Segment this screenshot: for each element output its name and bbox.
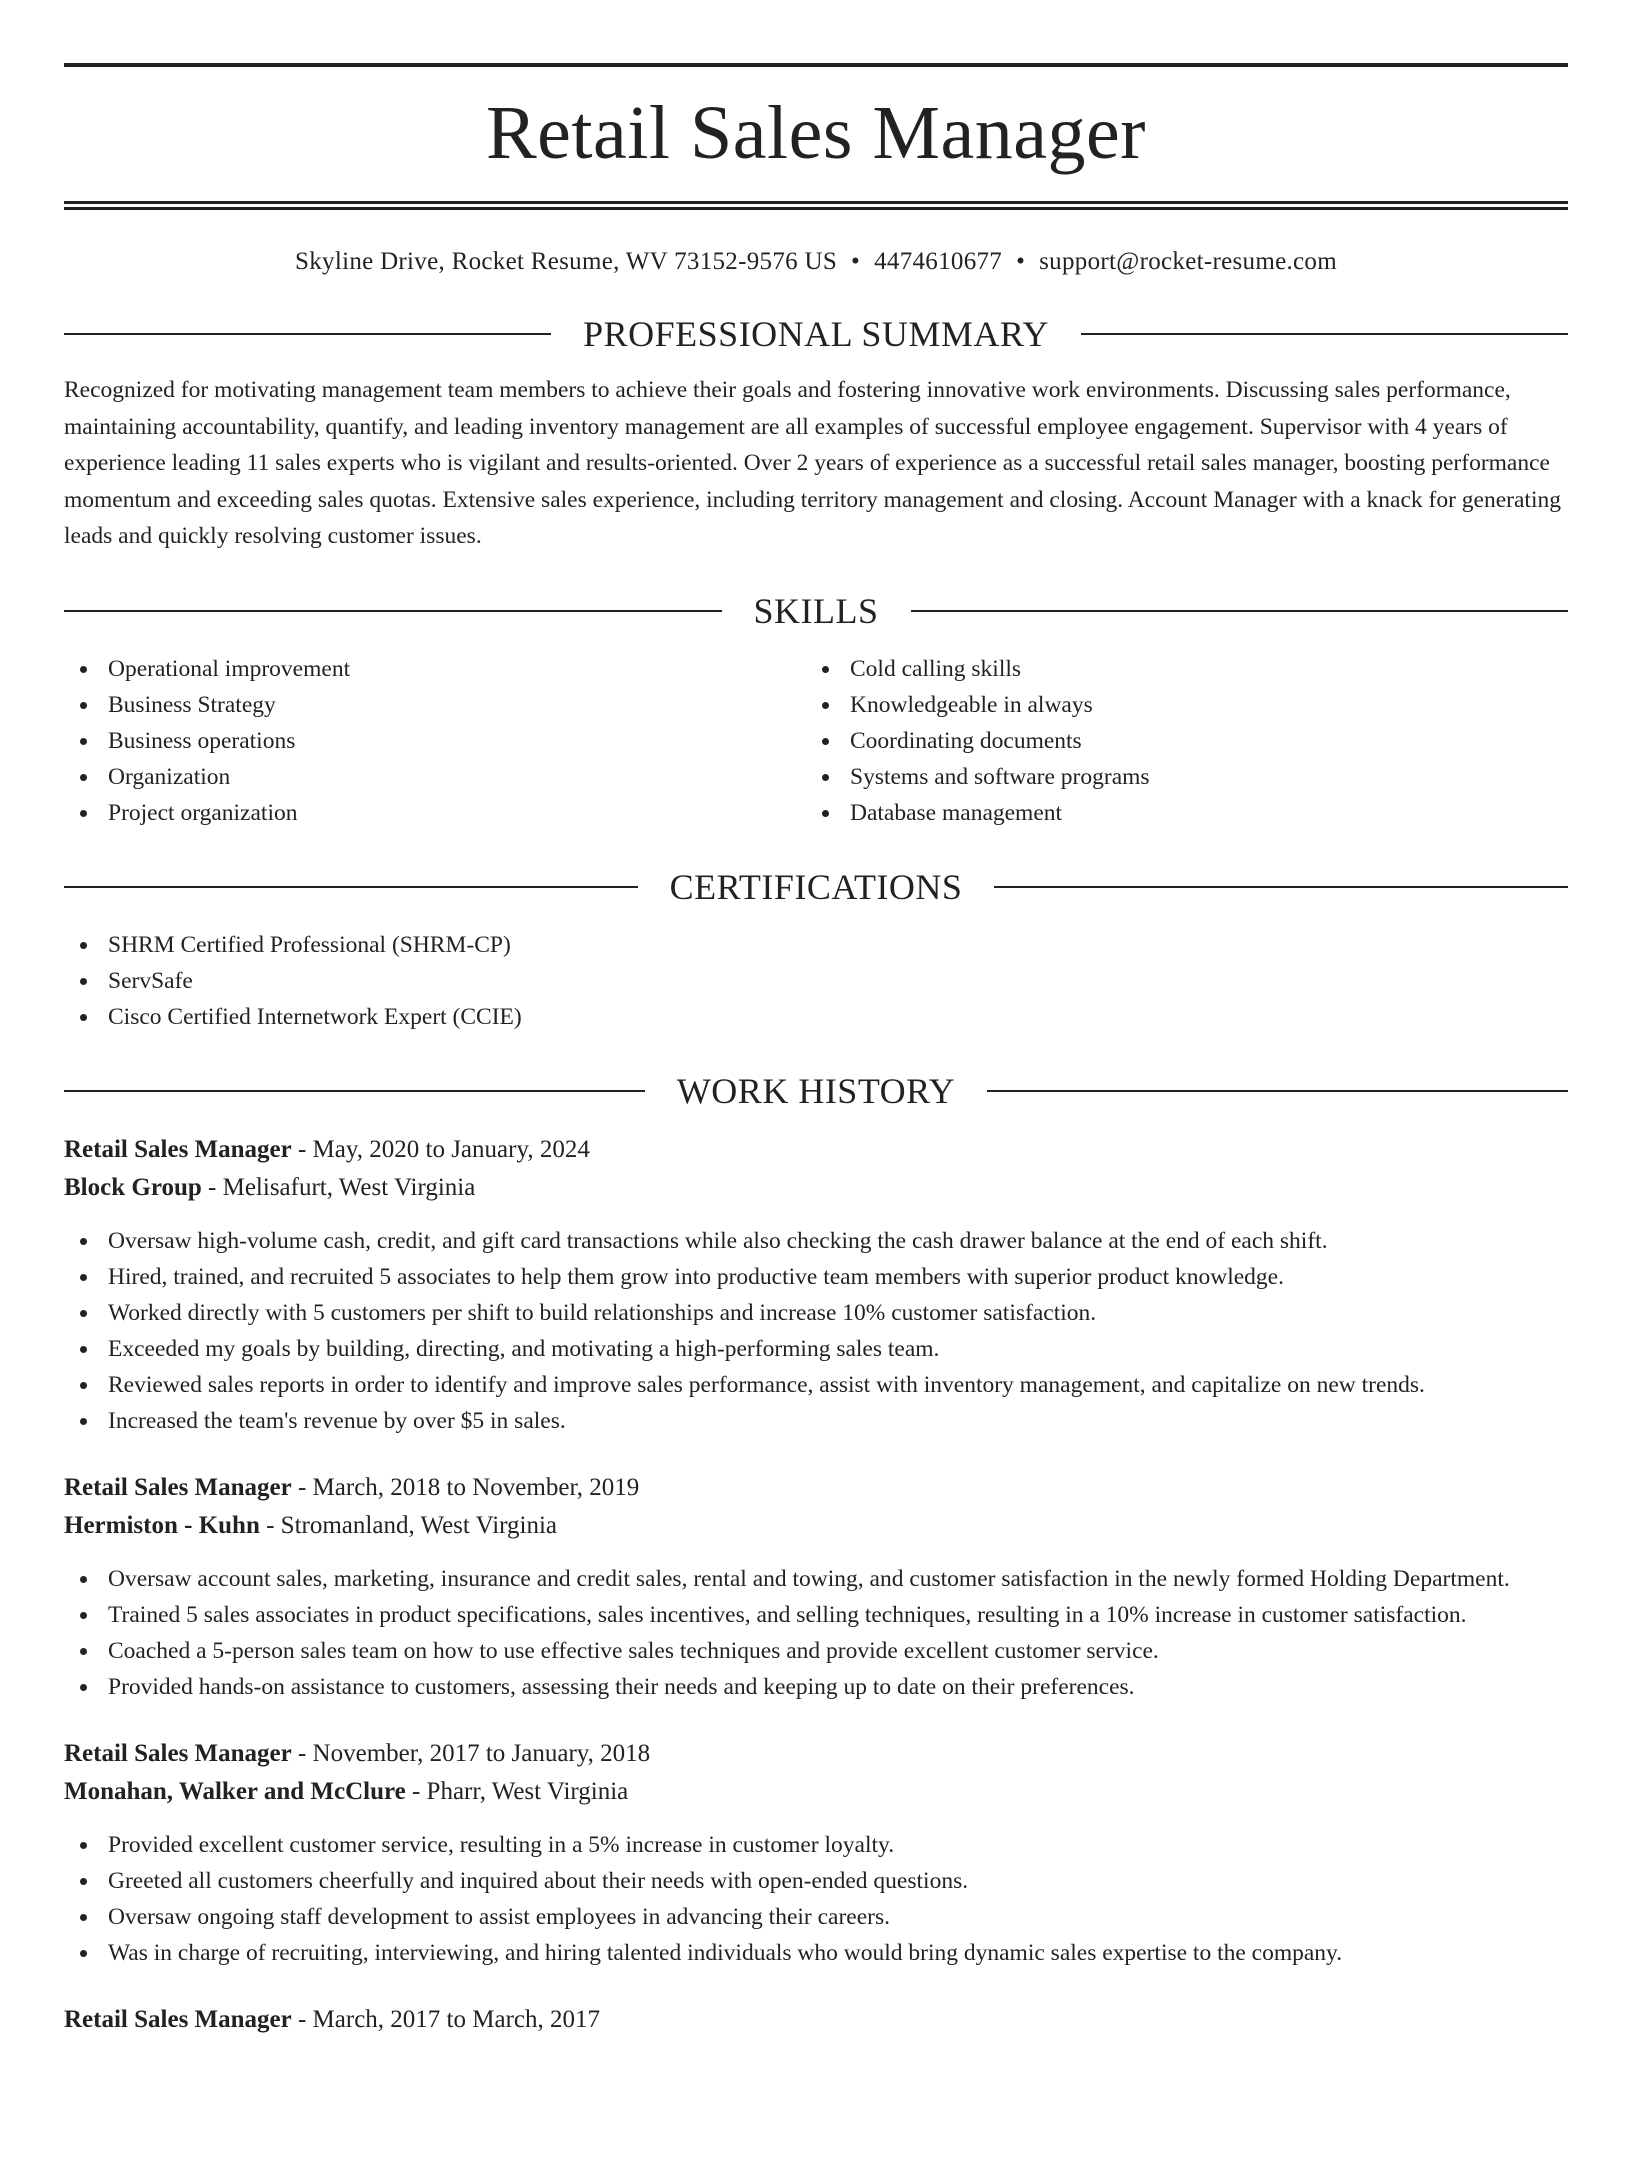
page-title: Retail Sales Manager [485,91,1146,175]
job-title-line [64,1469,1568,1507]
job-company: Block Group [64,1173,202,1201]
job-location: - Stromanland, West Virginia [259,1511,558,1539]
job-bullet: Oversaw high-volume cash, credit, and gift card transactions while also checking the cash drawer balance at the end of each shift. [64,1223,1568,1259]
job-dates: - March, 2018 to November, 2019 [291,1473,640,1501]
certification-item: ServSafe [64,963,1568,999]
job-bullet: Hired, trained, and recruited 5 associates to help them grow into productive team members with superior product knowledge. [64,1259,1568,1295]
skill-item: Knowledgeable in always [806,687,1548,723]
job-entry [64,1735,1568,1971]
divider-line [994,886,1568,888]
job-bullet: Oversaw account sales, marketing, insurance and credit sales, rental and towing, and customer satisfaction in the newly formed Holding Department. [64,1561,1568,1597]
job-company-line [64,1169,1568,1207]
divider-line [64,610,722,612]
certifications-heading: CERTIFICATIONS [669,866,963,907]
job-title: Retail Sales Manager [64,1739,292,1767]
divider-line [911,610,1569,612]
job-bullets [64,1561,1568,1705]
job-bullet: Trained 5 sales associates in product specifications, sales incentives, and selling techniques, resulting in a 10% increase in customer satisfaction. [64,1597,1568,1633]
summary-text: Recognized for motivating management team members to achieve their goals and fostering innovative work environments. Discussing sales performance, maintaining accountability, quantify, and leading inventory management are all examples of successful employee engagement. Supervisor with 4 years of experience leading 11 sales experts who is vigilant and results-oriented. Over 2 years of experience as a successful retail sales manager, boosting performance momentum and exceeding sales quotas. Extensive sales experience, including territory management and closing. Account Manager with a knack for generating leads and quickly resolving customer issues. [64,377,1561,549]
double-rule [64,201,1568,210]
work-heading-row [64,1071,1568,1111]
top-rule [64,63,1568,67]
job-title: Retail Sales Manager [64,1473,292,1501]
job-company: Hermiston - Kuhn [64,1511,260,1539]
job-title: Retail Sales Manager [64,2005,292,2033]
contact-address: Skyline Drive, Rocket Resume, WV 73152-9576 US [295,248,838,275]
job-title-line [64,2001,1568,2039]
job-company: Monahan, Walker and McClure [64,1777,406,1805]
skill-item: Business operations [64,723,806,759]
job-entry [64,2001,1568,2039]
divider-line [1081,333,1568,335]
job-dates: - May, 2020 to January, 2024 [291,1135,590,1163]
job-bullet: Worked directly with 5 customers per shift to build relationships and increase 10% customer satisfaction. [64,1295,1568,1331]
skill-item: Organization [64,759,806,795]
job-location: - Melisafurt, West Virginia [201,1173,476,1201]
certifications-list [64,927,1568,1035]
resume-page [0,63,1632,2175]
contact-email[interactable]: support@rocket-resume.com [1039,248,1337,275]
job-bullet: Provided excellent customer service, resulting in a 5% increase in customer loyalty. [64,1827,1568,1863]
skill-item: Cold calling skills [806,651,1548,687]
skill-item: Business Strategy [64,687,806,723]
job-bullet: Exceeded my goals by building, directing, and motivating a high-performing sales team. [64,1331,1568,1367]
contact-phone[interactable]: 4474610677 [874,248,1003,275]
skill-item: Coordinating documents [806,723,1548,759]
skill-item: Operational improvement [64,651,806,687]
job-bullet: Reviewed sales reports in order to identify and improve sales performance, assist with inventory management, and capitalize on new trends. [64,1367,1568,1403]
skills-list-right [806,651,1548,831]
job-title: Retail Sales Manager [64,1135,292,1163]
divider-line [64,333,551,335]
job-bullet: Greeted all customers cheerfully and inquired about their needs with open-ended questions. [64,1863,1568,1899]
job-bullet: Oversaw ongoing staff development to assist employees in advancing their careers. [64,1899,1568,1935]
job-bullets [64,1827,1568,1971]
skills-heading-row [64,591,1568,631]
divider-line [64,1090,645,1092]
skill-item: Project organization [64,795,806,831]
job-dates: - March, 2017 to March, 2017 [291,2005,600,2033]
divider-line [64,886,638,888]
job-bullets [64,1223,1568,1439]
job-title-line [64,1131,1568,1169]
contact-separator: • [851,248,861,275]
job-entry [64,1131,1568,1439]
job-dates: - November, 2017 to January, 2018 [291,1739,651,1767]
job-bullet: Coached a 5-person sales team on how to use effective sales techniques and provide excellent customer service. [64,1633,1568,1669]
skills-heading: SKILLS [753,590,879,631]
job-bullet: Provided hands-on assistance to customers, assessing their needs and keeping up to date on their preferences. [64,1669,1568,1705]
skills-columns [64,651,1568,831]
divider-line [987,1090,1568,1092]
contact-separator: • [1016,248,1026,275]
summary-heading: PROFESSIONAL SUMMARY [583,314,1049,354]
job-entry [64,1469,1568,1705]
work-heading: WORK HISTORY [676,1070,956,1111]
job-bullet: Increased the team's revenue by over $5 in sales. [64,1403,1568,1439]
skills-list-left [64,651,806,831]
certification-item: SHRM Certified Professional (SHRM-CP) [64,927,1568,963]
certification-item: Cisco Certified Internetwork Expert (CCIE) [64,999,1568,1035]
job-location: - Pharr, West Virginia [405,1777,629,1805]
job-company-line [64,1507,1568,1545]
summary-heading-row [64,314,1568,354]
job-company-line [64,1773,1568,1811]
skill-item: Database management [806,795,1548,831]
job-bullet: Was in charge of recruiting, interviewing, and hiring talented individuals who would bring dynamic sales expertise to the company. [64,1935,1568,1971]
job-title-line [64,1735,1568,1773]
contact-line [64,246,1568,278]
skill-item: Systems and software programs [806,759,1548,795]
certifications-heading-row [64,867,1568,907]
